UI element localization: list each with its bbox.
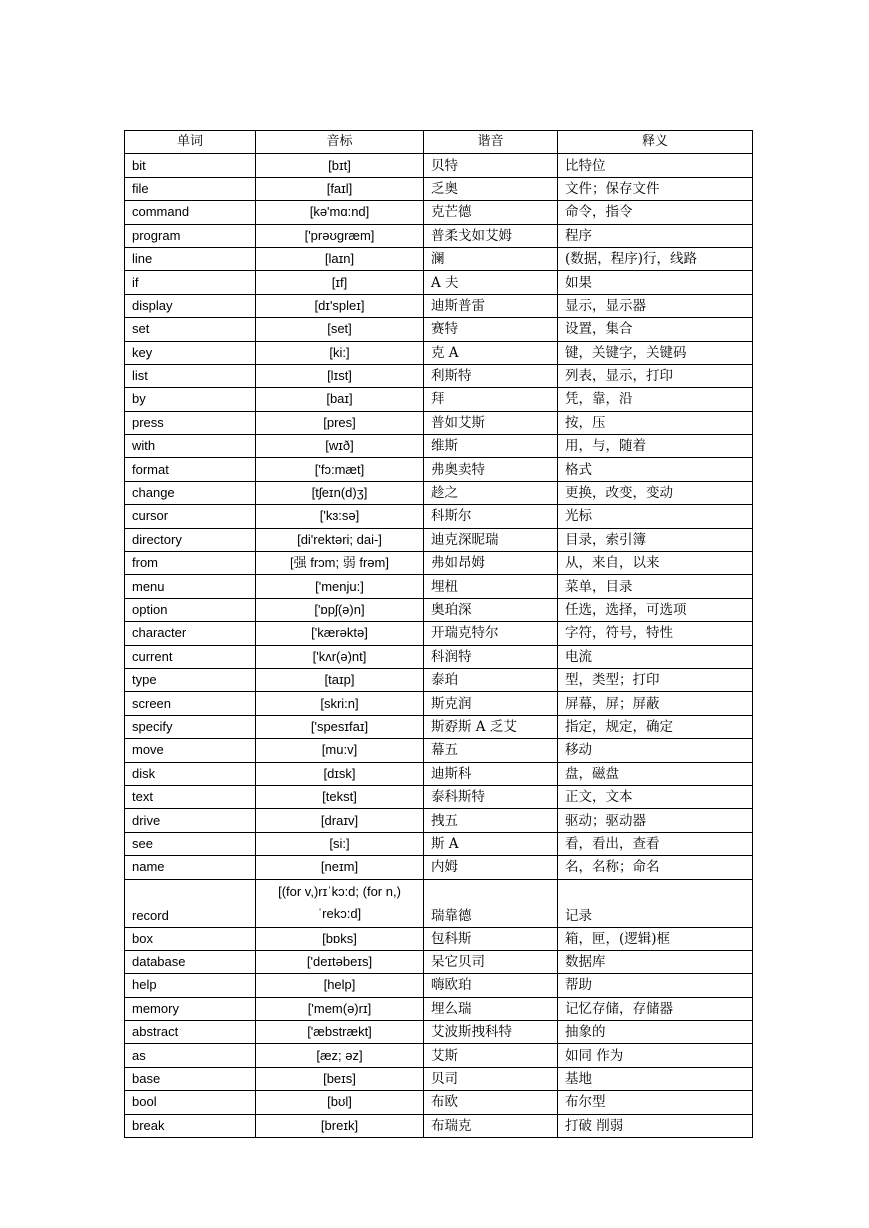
homophone-cell: 维斯 [424, 435, 558, 458]
phonetic-cell: [laɪn] [256, 247, 424, 270]
meaning-cell: 列表，显示，打印 [558, 364, 753, 387]
table-row [125, 1091, 753, 1114]
phonetic-cell: [faɪl] [256, 177, 424, 200]
meaning-cell: 如同 作为 [558, 1044, 753, 1067]
word-cell: change [125, 481, 256, 504]
word-cell: option [125, 598, 256, 621]
word-cell: bool [125, 1091, 256, 1114]
phonetic-cell: ['prəʊɡræm] [256, 224, 424, 247]
word-cell: name [125, 856, 256, 879]
meaning-cell: 目录，索引簿 [558, 528, 753, 551]
meaning-cell: 数据库 [558, 950, 753, 973]
table-row [125, 341, 753, 364]
meaning-cell: 程序 [558, 224, 753, 247]
phonetic-cell: [(for v,)rɪˈkɔ:d; (for n,) ˈrekɔ:d] [256, 879, 424, 927]
table-row [125, 1067, 753, 1090]
table-row [125, 645, 753, 668]
phonetic-cell: [neɪm] [256, 856, 424, 879]
meaning-cell: 按，压 [558, 411, 753, 434]
phonetic-cell: [breɪk] [256, 1114, 424, 1137]
table-row [125, 668, 753, 691]
homophone-cell: 斯孬斯 A 乏艾 [424, 715, 558, 738]
meaning-cell: 从，来自，以来 [558, 552, 753, 575]
phonetic-cell: ['ɒpʃ(ə)n] [256, 598, 424, 621]
phonetic-cell: ['spesɪfaɪ] [256, 715, 424, 738]
table-row [125, 809, 753, 832]
meaning-cell: 正文，文本 [558, 785, 753, 808]
word-cell: screen [125, 692, 256, 715]
table-row [125, 927, 753, 950]
word-cell: base [125, 1067, 256, 1090]
table-row [125, 294, 753, 317]
homophone-cell: 普柔戈如艾姆 [424, 224, 558, 247]
meaning-cell: 字符，符号，特性 [558, 622, 753, 645]
homophone-cell: 拽五 [424, 809, 558, 832]
phonetic-cell: [help] [256, 974, 424, 997]
table-row [125, 879, 753, 927]
table-row [125, 715, 753, 738]
meaning-cell: 设置，集合 [558, 318, 753, 341]
phonetic-cell: [set] [256, 318, 424, 341]
table-row [125, 598, 753, 621]
homophone-cell: 嗨欧珀 [424, 974, 558, 997]
word-cell: specify [125, 715, 256, 738]
homophone-cell: 弗如昂姆 [424, 552, 558, 575]
phonetic-cell: ['kɜ:sə] [256, 505, 424, 528]
phonetic-cell: [mu:v] [256, 739, 424, 762]
word-cell: abstract [125, 1021, 256, 1044]
word-cell: directory [125, 528, 256, 551]
meaning-cell: 屏幕，屏；屏蔽 [558, 692, 753, 715]
meaning-cell: 盘，磁盘 [558, 762, 753, 785]
word-cell: disk [125, 762, 256, 785]
homophone-cell: 科斯尔 [424, 505, 558, 528]
homophone-cell: 布瑞克 [424, 1114, 558, 1137]
meaning-cell: 文件；保存文件 [558, 177, 753, 200]
table-row [125, 364, 753, 387]
word-cell: list [125, 364, 256, 387]
homophone-cell: 乏奥 [424, 177, 558, 200]
homophone-cell: 包科斯 [424, 927, 558, 950]
meaning-cell: 比特位 [558, 154, 753, 177]
homophone-cell: 拜 [424, 388, 558, 411]
homophone-cell: 奥珀深 [424, 598, 558, 621]
homophone-cell: 内姆 [424, 856, 558, 879]
word-cell: character [125, 622, 256, 645]
table-header-row [125, 131, 753, 154]
phonetic-cell: ['deɪtəbeɪs] [256, 950, 424, 973]
word-cell: text [125, 785, 256, 808]
homophone-cell: 赛特 [424, 318, 558, 341]
table-row [125, 224, 753, 247]
phonetic-cell: [lɪst] [256, 364, 424, 387]
homophone-cell: 迪斯科 [424, 762, 558, 785]
homophone-cell: 泰科斯特 [424, 785, 558, 808]
table-row [125, 762, 753, 785]
table-row [125, 247, 753, 270]
header-word: 单词 [125, 131, 256, 154]
table-row [125, 575, 753, 598]
meaning-cell: (数据，程序)行，线路 [558, 247, 753, 270]
table-row [125, 739, 753, 762]
table-row [125, 622, 753, 645]
meaning-cell: 凭，靠，沿 [558, 388, 753, 411]
word-cell: by [125, 388, 256, 411]
phonetic-cell: ['fɔ:mæt] [256, 458, 424, 481]
table-row [125, 458, 753, 481]
table-row [125, 388, 753, 411]
word-cell: drive [125, 809, 256, 832]
word-cell: current [125, 645, 256, 668]
word-cell: menu [125, 575, 256, 598]
word-cell: key [125, 341, 256, 364]
homophone-cell: 开瑞克特尔 [424, 622, 558, 645]
table-row [125, 481, 753, 504]
vocabulary-table [124, 130, 753, 1138]
table-row [125, 552, 753, 575]
table-row [125, 528, 753, 551]
table-row [125, 318, 753, 341]
homophone-cell: 克芒德 [424, 201, 558, 224]
meaning-cell: 格式 [558, 458, 753, 481]
phonetic-cell: [tʃeɪn(d)ʒ] [256, 481, 424, 504]
meaning-cell: 用，与，随着 [558, 435, 753, 458]
homophone-cell: 布欧 [424, 1091, 558, 1114]
homophone-cell: 弗奥卖特 [424, 458, 558, 481]
word-cell: type [125, 668, 256, 691]
table-row [125, 692, 753, 715]
meaning-cell: 基地 [558, 1067, 753, 1090]
word-cell: database [125, 950, 256, 973]
phonetic-cell: [dɪsk] [256, 762, 424, 785]
table-row [125, 271, 753, 294]
table-row [125, 974, 753, 997]
header-phonetic: 音标 [256, 131, 424, 154]
meaning-cell: 电流 [558, 645, 753, 668]
homophone-cell: 贝司 [424, 1067, 558, 1090]
phonetic-cell: ['æbstrækt] [256, 1021, 424, 1044]
phonetic-cell: [bʊl] [256, 1091, 424, 1114]
word-cell: as [125, 1044, 256, 1067]
phonetic-cell: [si:] [256, 832, 424, 855]
word-cell: break [125, 1114, 256, 1137]
word-cell: box [125, 927, 256, 950]
table-row [125, 505, 753, 528]
homophone-cell: 埋么瑞 [424, 997, 558, 1020]
homophone-cell: 艾波斯拽科特 [424, 1021, 558, 1044]
phonetic-cell: [ɪf] [256, 271, 424, 294]
meaning-cell: 布尔型 [558, 1091, 753, 1114]
phonetic-cell: [taɪp] [256, 668, 424, 691]
homophone-cell: 普如艾斯 [424, 411, 558, 434]
header-meaning: 释义 [558, 131, 753, 154]
homophone-cell: 贝特 [424, 154, 558, 177]
meaning-cell: 更换，改变，变动 [558, 481, 753, 504]
meaning-cell: 任选，选择，可选项 [558, 598, 753, 621]
word-cell: display [125, 294, 256, 317]
table-row [125, 1114, 753, 1137]
meaning-cell: 箱，匣，(逻辑)框 [558, 927, 753, 950]
table-row [125, 950, 753, 973]
word-cell: line [125, 247, 256, 270]
meaning-cell: 记录 [558, 879, 753, 927]
meaning-cell: 看，看出，查看 [558, 832, 753, 855]
meaning-cell: 抽象的 [558, 1021, 753, 1044]
homophone-cell: 艾斯 [424, 1044, 558, 1067]
meaning-cell: 驱动；驱动器 [558, 809, 753, 832]
table-row [125, 785, 753, 808]
homophone-cell: 澜 [424, 247, 558, 270]
homophone-cell: 呆它贝司 [424, 950, 558, 973]
phonetic-cell: [draɪv] [256, 809, 424, 832]
meaning-cell: 光标 [558, 505, 753, 528]
homophone-cell: 趁之 [424, 481, 558, 504]
table-row [125, 1044, 753, 1067]
homophone-cell: 斯克润 [424, 692, 558, 715]
word-cell: from [125, 552, 256, 575]
homophone-cell: A 夫 [424, 271, 558, 294]
word-cell: memory [125, 997, 256, 1020]
phonetic-cell: [bɒks] [256, 927, 424, 950]
phonetic-cell: [pres] [256, 411, 424, 434]
phonetic-cell: ['kʌr(ə)nt] [256, 645, 424, 668]
meaning-cell: 打破 削弱 [558, 1114, 753, 1137]
phonetic-cell: [bɪt] [256, 154, 424, 177]
homophone-cell: 迪斯普雷 [424, 294, 558, 317]
homophone-cell: 科润特 [424, 645, 558, 668]
word-cell: program [125, 224, 256, 247]
word-cell: press [125, 411, 256, 434]
homophone-cell: 克 A [424, 341, 558, 364]
header-homophone: 谐音 [424, 131, 558, 154]
word-cell: with [125, 435, 256, 458]
table-row [125, 832, 753, 855]
meaning-cell: 名，名称；命名 [558, 856, 753, 879]
homophone-cell: 幕五 [424, 739, 558, 762]
meaning-cell: 显示，显示器 [558, 294, 753, 317]
homophone-cell: 利斯特 [424, 364, 558, 387]
table-row [125, 997, 753, 1020]
meaning-cell: 型，类型；打印 [558, 668, 753, 691]
phonetic-cell: [dɪ'spleɪ] [256, 294, 424, 317]
word-cell: record [125, 879, 256, 927]
homophone-cell: 瑞靠德 [424, 879, 558, 927]
phonetic-cell: ['mem(ə)rɪ] [256, 997, 424, 1020]
homophone-cell: 迪克深昵瑞 [424, 528, 558, 551]
phonetic-cell: [强 frɔm; 弱 frəm] [256, 552, 424, 575]
word-cell: see [125, 832, 256, 855]
meaning-cell: 菜单，目录 [558, 575, 753, 598]
homophone-cell: 埋杻 [424, 575, 558, 598]
phonetic-cell: [di'rektəri; dai-] [256, 528, 424, 551]
word-cell: bit [125, 154, 256, 177]
phonetic-cell: [æz; əz] [256, 1044, 424, 1067]
table-row [125, 856, 753, 879]
phonetic-cell: [kə'mɑ:nd] [256, 201, 424, 224]
word-cell: help [125, 974, 256, 997]
phonetic-cell: ['kærəktə] [256, 622, 424, 645]
meaning-cell: 键，关键字，关键码 [558, 341, 753, 364]
meaning-cell: 命令，指令 [558, 201, 753, 224]
meaning-cell: 指定，规定，确定 [558, 715, 753, 738]
word-cell: format [125, 458, 256, 481]
word-cell: command [125, 201, 256, 224]
word-cell: file [125, 177, 256, 200]
table-row [125, 154, 753, 177]
table-row [125, 201, 753, 224]
phonetic-cell: [ki:] [256, 341, 424, 364]
homophone-cell: 泰珀 [424, 668, 558, 691]
phonetic-cell: [skri:n] [256, 692, 424, 715]
phonetic-cell: [baɪ] [256, 388, 424, 411]
table-row [125, 177, 753, 200]
word-cell: move [125, 739, 256, 762]
table-row [125, 411, 753, 434]
word-cell: set [125, 318, 256, 341]
meaning-cell: 记忆存储，存储器 [558, 997, 753, 1020]
homophone-cell: 斯 A [424, 832, 558, 855]
word-cell: cursor [125, 505, 256, 528]
meaning-cell: 移动 [558, 739, 753, 762]
phonetic-cell: [tekst] [256, 785, 424, 808]
word-cell: if [125, 271, 256, 294]
phonetic-cell: [beɪs] [256, 1067, 424, 1090]
table-row [125, 1021, 753, 1044]
meaning-cell: 如果 [558, 271, 753, 294]
table-row [125, 435, 753, 458]
phonetic-cell: ['menju:] [256, 575, 424, 598]
phonetic-cell: [wɪð] [256, 435, 424, 458]
meaning-cell: 帮助 [558, 974, 753, 997]
